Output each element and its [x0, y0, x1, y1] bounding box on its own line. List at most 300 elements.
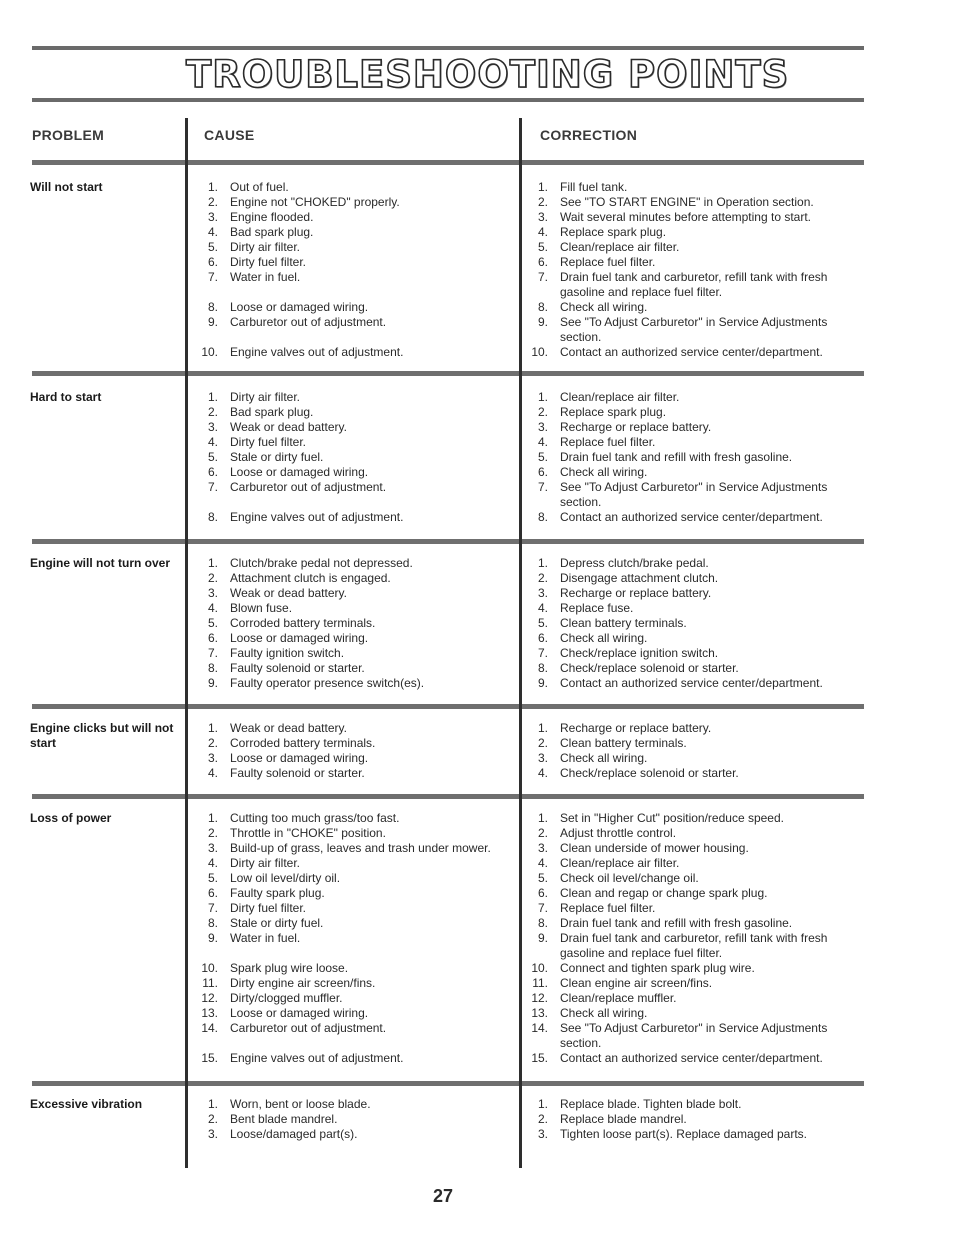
problem-label: Hard to start	[30, 390, 102, 404]
item-number: 4.	[537, 766, 548, 780]
item-text: Clean engine air screen/fins.	[560, 976, 713, 990]
item-text: Contact an authorized service center/department.	[560, 510, 823, 524]
item-text: Connect and tighten spark plug wire.	[560, 961, 755, 975]
correction-item	[526, 270, 850, 300]
correction-item	[526, 315, 850, 345]
item-number: 7.	[207, 480, 218, 494]
correction-item	[526, 901, 850, 916]
correction-item	[526, 811, 850, 826]
item-number: 1.	[207, 390, 218, 404]
item-number: 8.	[537, 916, 548, 930]
cause-item	[196, 826, 512, 841]
item-number: 8.	[537, 661, 548, 675]
item-text: Loose or damaged wiring.	[230, 1006, 369, 1020]
correction-item	[526, 916, 850, 931]
cause-item	[196, 315, 512, 330]
problem-label: Loss of power	[30, 811, 112, 825]
item-text: Set in "Higher Cut" position/reduce speed.	[560, 811, 784, 825]
correction-item	[526, 676, 850, 691]
item-text: Weak or dead battery.	[230, 721, 347, 735]
item-text: Drain fuel tank and carburetor, refill tank with fresh gasoline and replace fuel filter.	[560, 270, 828, 299]
cause-column-header: CAUSE	[204, 127, 255, 143]
item-text: Check all wiring.	[560, 465, 648, 479]
cause-item	[196, 240, 512, 255]
item-text: Build-up of grass, leaves and trash under mower.	[230, 841, 491, 855]
correction-list	[526, 390, 850, 525]
item-number: 6.	[207, 886, 218, 900]
item-text: Check all wiring.	[560, 300, 648, 314]
item-number: 6.	[537, 255, 548, 269]
item-number: 10.	[531, 961, 548, 975]
item-text: Check all wiring.	[560, 1006, 648, 1020]
item-text: Drain fuel tank and carburetor, refill tank with fresh gasoline and replace fuel filter.	[560, 931, 828, 960]
item-text: Check all wiring.	[560, 631, 648, 645]
item-number: 8.	[207, 300, 218, 314]
item-number: 2.	[537, 571, 548, 585]
cause-item	[196, 766, 512, 781]
item-number: 12.	[531, 991, 548, 1005]
correction-item	[526, 631, 850, 646]
cause-item	[196, 721, 512, 736]
item-text: Engine flooded.	[230, 210, 314, 224]
item-number: 5.	[207, 240, 218, 254]
correction-item	[526, 976, 850, 991]
item-number: 11.	[202, 976, 218, 990]
cause-item	[196, 180, 512, 195]
cause-item	[196, 270, 512, 285]
cause-item	[196, 225, 512, 240]
item-number: 9.	[537, 676, 548, 690]
item-number: 4.	[537, 601, 548, 615]
item-text: Recharge or replace battery.	[560, 586, 712, 600]
correction-item	[526, 886, 850, 901]
item-number: 3.	[207, 751, 218, 765]
item-text: Clean battery terminals.	[560, 616, 687, 630]
item-number: 13.	[531, 1006, 548, 1020]
item-text: Loose/damaged part(s).	[230, 1127, 358, 1141]
item-number: 3.	[207, 1127, 218, 1141]
item-text: Low oil level/dirty oil.	[230, 871, 341, 885]
correction-list	[526, 180, 850, 360]
item-number: 4.	[207, 601, 218, 615]
item-text: See "To Adjust Carburetor" in Service Adjustments section.	[560, 315, 828, 344]
cause-item	[196, 480, 512, 495]
section-divider	[32, 1081, 864, 1086]
item-text: Clean/replace air filter.	[560, 856, 680, 870]
item-text: Weak or dead battery.	[230, 586, 347, 600]
item-number: 6.	[537, 886, 548, 900]
item-number: 2.	[537, 195, 548, 209]
header-divider	[32, 160, 864, 165]
item-number: 3.	[537, 1127, 548, 1141]
correction-item	[526, 450, 850, 465]
cause-item	[196, 450, 512, 465]
correction-item	[526, 931, 850, 961]
correction-item	[526, 435, 850, 450]
item-number: 5.	[207, 450, 218, 464]
cause-item	[196, 1051, 512, 1066]
item-text: Dirty fuel filter.	[230, 255, 307, 269]
cause-item	[196, 871, 512, 886]
item-text: Replace fuel filter.	[560, 435, 656, 449]
item-number: 3.	[537, 751, 548, 765]
cause-list	[196, 180, 512, 360]
item-number: 10.	[201, 961, 218, 975]
item-text: Faulty solenoid or starter.	[230, 766, 365, 780]
correction-item	[526, 225, 850, 240]
item-number: 6.	[537, 465, 548, 479]
item-text: Depress clutch/brake pedal.	[560, 556, 709, 570]
item-number: 5.	[537, 616, 548, 630]
item-number: 12.	[201, 991, 218, 1005]
item-text: Loose or damaged wiring.	[230, 751, 369, 765]
item-number: 7.	[537, 480, 548, 494]
item-text: Clean/replace muffler.	[560, 991, 677, 1005]
item-number: 8.	[537, 510, 548, 524]
correction-item	[526, 841, 850, 856]
item-number: 3.	[207, 420, 218, 434]
item-text: Clean and regap or change spark plug.	[560, 886, 768, 900]
item-text: Corroded battery terminals.	[230, 616, 376, 630]
item-number: 3.	[207, 841, 218, 855]
correction-list	[526, 721, 850, 781]
item-text: Blown fuse.	[230, 601, 293, 615]
correction-item	[526, 1006, 850, 1021]
item-text: Dirty fuel filter.	[230, 435, 307, 449]
cause-item	[196, 616, 512, 631]
item-text: Tighten loose part(s). Replace damaged parts.	[560, 1127, 808, 1141]
item-text: Dirty/clogged muffler.	[230, 991, 343, 1005]
item-text: Replace fuel filter.	[560, 901, 656, 915]
item-text: Engine valves out of adjustment.	[230, 510, 404, 524]
item-text: Check oil level/change oil.	[560, 871, 699, 885]
cause-item	[196, 345, 512, 360]
item-text: Water in fuel.	[230, 270, 301, 284]
correction-item	[526, 871, 850, 886]
item-number: 15.	[201, 1051, 218, 1065]
item-text: Check/replace solenoid or starter.	[560, 661, 739, 675]
item-text: Loose or damaged wiring.	[230, 465, 369, 479]
item-number: 2.	[537, 826, 548, 840]
problem-label: Will not start	[30, 180, 103, 194]
item-text: Check/replace ignition switch.	[560, 646, 719, 660]
item-text: Carburetor out of adjustment.	[230, 480, 387, 494]
item-text: Stale or dirty fuel.	[230, 916, 324, 930]
item-number: 2.	[537, 405, 548, 419]
correction-list	[526, 556, 850, 691]
item-number: 1.	[207, 180, 218, 194]
correction-item	[526, 601, 850, 616]
item-number: 4.	[207, 435, 218, 449]
item-number: 4.	[207, 766, 218, 780]
cause-item	[196, 811, 512, 826]
correction-item	[526, 766, 850, 781]
item-text: Faulty operator presence switch(es).	[230, 676, 425, 690]
item-number: 2.	[207, 405, 218, 419]
item-number: 5.	[207, 871, 218, 885]
correction-item	[526, 826, 850, 841]
cause-item	[196, 556, 512, 571]
item-text: Drain fuel tank and refill with fresh gasoline.	[560, 450, 793, 464]
cause-item	[196, 420, 512, 435]
item-text: Worn, bent or loose blade.	[230, 1097, 371, 1111]
item-text: Replace blade mandrel.	[560, 1112, 687, 1126]
item-number: 7.	[207, 901, 218, 915]
item-text: Spark plug wire loose.	[230, 961, 349, 975]
item-text: See "To Adjust Carburetor" in Service Adjustments section.	[560, 480, 828, 509]
item-text: Clean/replace air filter.	[560, 390, 680, 404]
item-text: Clean underside of mower housing.	[560, 841, 749, 855]
cause-item	[196, 916, 512, 931]
item-number: 2.	[537, 736, 548, 750]
item-number: 1.	[537, 1097, 548, 1111]
correction-item	[526, 646, 850, 661]
item-number: 2.	[207, 826, 218, 840]
correction-item	[526, 736, 850, 751]
correction-item	[526, 991, 850, 1006]
cause-item	[196, 676, 512, 691]
cause-item	[196, 751, 512, 766]
item-number: 6.	[207, 465, 218, 479]
item-number: 5.	[207, 616, 218, 630]
item-number: 8.	[207, 510, 218, 524]
correction-item	[526, 1097, 850, 1112]
item-number: 2.	[207, 1112, 218, 1126]
item-number: 9.	[207, 315, 218, 329]
item-text: Clean battery terminals.	[560, 736, 687, 750]
item-number: 1.	[207, 721, 218, 735]
problem-label: Engine clicks but will not start	[30, 721, 174, 750]
correction-item	[526, 510, 850, 525]
item-text: Faulty solenoid or starter.	[230, 661, 365, 675]
item-number: 6.	[207, 631, 218, 645]
item-text: Engine valves out of adjustment.	[230, 345, 404, 359]
item-text: Out of fuel.	[230, 180, 289, 194]
cause-item	[196, 736, 512, 751]
cause-item	[196, 405, 512, 420]
problem-column-header: PROBLEM	[32, 127, 105, 143]
item-number: 8.	[207, 661, 218, 675]
item-number: 1.	[207, 1097, 218, 1111]
item-number: 2.	[207, 195, 218, 209]
correction-column-border	[519, 118, 522, 1168]
item-text: Replace spark plug.	[560, 405, 667, 419]
item-text: Cutting too much grass/too fast.	[230, 811, 400, 825]
cause-item	[196, 1097, 512, 1112]
item-number: 1.	[537, 811, 548, 825]
cause-item	[196, 646, 512, 661]
cause-item	[196, 931, 512, 946]
item-number: 10.	[201, 345, 218, 359]
item-number: 3.	[207, 210, 218, 224]
correction-item	[526, 961, 850, 976]
item-text: Weak or dead battery.	[230, 420, 347, 434]
item-text: Disengage attachment clutch.	[560, 571, 719, 585]
item-number: 3.	[537, 586, 548, 600]
correction-column-header: CORRECTION	[540, 127, 638, 143]
item-text: Fill fuel tank.	[560, 180, 628, 194]
item-number: 3.	[537, 210, 548, 224]
item-number: 3.	[537, 420, 548, 434]
cause-item	[196, 991, 512, 1006]
item-text: Drain fuel tank and refill with fresh gasoline.	[560, 916, 793, 930]
item-text: Check/replace solenoid or starter.	[560, 766, 739, 780]
cause-item	[196, 631, 512, 646]
item-text: Replace fuel filter.	[560, 255, 656, 269]
correction-item	[526, 420, 850, 435]
section-divider	[32, 794, 864, 799]
section-divider	[32, 371, 864, 376]
item-number: 10.	[531, 345, 548, 359]
item-number: 6.	[207, 255, 218, 269]
correction-item	[526, 1051, 850, 1066]
item-number: 8.	[537, 300, 548, 314]
item-text: Faulty ignition switch.	[230, 646, 345, 660]
item-text: Corroded battery terminals.	[230, 736, 376, 750]
item-text: Dirty air filter.	[230, 856, 301, 870]
item-number: 9.	[207, 676, 218, 690]
item-number: 3.	[537, 841, 548, 855]
correction-item	[526, 180, 850, 195]
page-number: 27	[432, 1186, 454, 1206]
item-number: 4.	[207, 225, 218, 239]
item-number: 2.	[537, 1112, 548, 1126]
item-number: 4.	[537, 856, 548, 870]
item-number: 1.	[537, 721, 548, 735]
item-text: Contact an authorized service center/department.	[560, 1051, 823, 1065]
item-text: Dirty air filter.	[230, 390, 301, 404]
cause-item	[196, 210, 512, 225]
cause-item	[196, 586, 512, 601]
item-text: Bent blade mandrel.	[230, 1112, 338, 1126]
correction-list	[526, 1097, 850, 1142]
item-number: 1.	[537, 390, 548, 404]
item-text: Loose or damaged wiring.	[230, 300, 369, 314]
correction-item	[526, 300, 850, 315]
item-number: 1.	[537, 180, 548, 194]
item-number: 2.	[207, 571, 218, 585]
correction-item	[526, 210, 850, 225]
item-text: Clutch/brake pedal not depressed.	[230, 556, 413, 570]
correction-item	[526, 751, 850, 766]
item-text: Contact an authorized service center/department.	[560, 676, 823, 690]
correction-item	[526, 195, 850, 210]
item-text: Clean/replace air filter.	[560, 240, 680, 254]
cause-list	[196, 721, 512, 781]
item-text: Recharge or replace battery.	[560, 420, 712, 434]
item-number: 1.	[207, 556, 218, 570]
cause-list	[196, 556, 512, 691]
item-number: 4.	[537, 435, 548, 449]
item-number: 5.	[537, 240, 548, 254]
cause-item	[196, 961, 512, 976]
correction-item	[526, 255, 850, 270]
item-number: 1.	[207, 811, 218, 825]
correction-item	[526, 1112, 850, 1127]
correction-item	[526, 721, 850, 736]
problem-label: Engine will not turn over	[30, 556, 171, 570]
item-number: 3.	[207, 586, 218, 600]
item-number: 4.	[537, 225, 548, 239]
cause-item	[196, 901, 512, 916]
item-number: 9.	[537, 315, 548, 329]
item-number: 9.	[207, 931, 218, 945]
item-text: Faulty spark plug.	[230, 886, 325, 900]
item-number: 14.	[201, 1021, 218, 1035]
correction-item	[526, 1127, 850, 1142]
item-number: 7.	[207, 270, 218, 284]
cause-item	[196, 841, 512, 856]
cause-item	[196, 510, 512, 525]
correction-item	[526, 405, 850, 420]
cause-item	[196, 1127, 512, 1142]
item-number: 8.	[207, 916, 218, 930]
item-number: 7.	[537, 901, 548, 915]
cause-item	[196, 1021, 512, 1036]
item-text: See "To Adjust Carburetor" in Service Adjustments section.	[560, 1021, 828, 1050]
correction-item	[526, 390, 850, 405]
item-text: Replace blade. Tighten blade bolt.	[560, 1097, 742, 1111]
item-number: 14.	[531, 1021, 548, 1035]
item-text: Wait several minutes before attempting to start.	[560, 210, 811, 224]
item-text: Carburetor out of adjustment.	[230, 315, 387, 329]
correction-item	[526, 465, 850, 480]
section-divider	[32, 539, 864, 544]
item-text: Recharge or replace battery.	[560, 721, 712, 735]
item-text: Throttle in "CHOKE" position.	[230, 826, 386, 840]
cause-item	[196, 886, 512, 901]
item-number: 7.	[207, 646, 218, 660]
cause-item	[196, 1006, 512, 1021]
item-text: Loose or damaged wiring.	[230, 631, 369, 645]
cause-item	[196, 1112, 512, 1127]
item-number: 7.	[537, 646, 548, 660]
problem-label: Excessive vibration	[30, 1097, 143, 1111]
item-text: Engine valves out of adjustment.	[230, 1051, 404, 1065]
item-number: 5.	[537, 450, 548, 464]
item-text: Replace fuse.	[560, 601, 634, 615]
item-number: 1.	[537, 556, 548, 570]
item-number: 2.	[207, 736, 218, 750]
item-number: 9.	[537, 931, 548, 945]
cause-item	[196, 195, 512, 210]
item-text: Carburetor out of adjustment.	[230, 1021, 387, 1035]
item-number: 4.	[207, 856, 218, 870]
correction-item	[526, 661, 850, 676]
item-number: 11.	[532, 976, 548, 990]
cause-item	[196, 601, 512, 616]
item-number: 7.	[537, 270, 548, 284]
item-text: Engine not "CHOKED" properly.	[230, 195, 400, 209]
item-text: Dirty fuel filter.	[230, 901, 307, 915]
item-text: Check all wiring.	[560, 751, 648, 765]
cause-item	[196, 390, 512, 405]
item-text: Water in fuel.	[230, 931, 301, 945]
correction-item	[526, 480, 850, 510]
item-number: 13.	[201, 1006, 218, 1020]
correction-item	[526, 856, 850, 871]
correction-item	[526, 345, 850, 360]
item-text: Replace spark plug.	[560, 225, 667, 239]
item-text: See "TO START ENGINE" in Operation section.	[560, 195, 814, 209]
cause-item	[196, 435, 512, 450]
section-divider	[32, 704, 864, 709]
cause-item	[196, 255, 512, 270]
cause-item	[196, 976, 512, 991]
cause-item	[196, 300, 512, 315]
cause-item	[196, 661, 512, 676]
cause-item	[196, 571, 512, 586]
